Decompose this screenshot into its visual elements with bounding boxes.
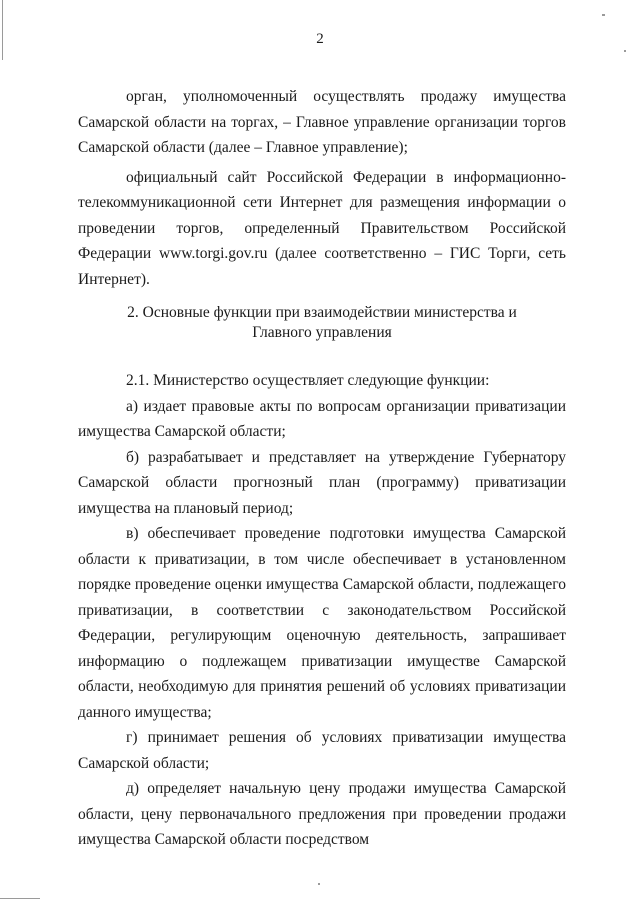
scan-artifact-speck-1 xyxy=(624,50,626,52)
paragraph-official-site-definition: официальный сайт Российской Федерации в информационно-телекоммуникационной сети Интернет для размещения информации о проведении торгов, определенный Правительством Российской Федерации www.torgi.gov.ru (далее соответственно – ГИС Торги, сеть Интернет). xyxy=(78,168,566,288)
page-number: 2 xyxy=(316,31,324,47)
paragraph-organ-definition: орган, уполномоченный осуществлять продажу имущества Самарской области на торгах, – Главное управление организации торгов Самарской области (далее – Главное управление); xyxy=(78,88,566,156)
section-heading xyxy=(78,303,566,343)
scan-artifact-bottom-left xyxy=(0,898,40,899)
section-heading-line-2: Главного управления xyxy=(252,324,392,341)
scan-artifact-speck-2 xyxy=(318,883,320,885)
scan-artifact-top-right xyxy=(602,14,605,16)
paragraph-item-d: д) определяет начальную цену продажи имущества Самарской области, цену первоначального предложения при проведении продажи имущества Самарской области посредством xyxy=(78,780,566,848)
section-heading-line-1: 2. Основные функции при взаимодействии министерства и xyxy=(127,304,517,321)
scan-artifact-left-edge xyxy=(2,0,3,60)
definitions-block xyxy=(78,84,566,292)
paragraph-item-b: б) разрабатывает и представляет на утверждение Губернатору Самарской области прогнозный план (программу) приватизации имущества на плановый период; xyxy=(78,448,566,517)
paragraph-2-1: 2.1. Министерство осуществляет следующие функции: xyxy=(126,372,490,389)
paragraph-item-a: а) издает правовые акты по вопросам организации приватизации имущества Самарской области; xyxy=(78,397,566,440)
paragraph-item-v: в) обеспечивает проведение подготовки имущества Самарской области к приватизации, в том числе обеспечивает в установленном порядке проведение оценки имущества Самарской области, подлежащего приватизации, в соответствии с законодательством Российской Федерации, регулирующим оценочную деятельность, запрашивает информацию о подлежащем приватизации имуществе Самарской области, необходимую для принятия решений об условиях приватизации данного имущества; xyxy=(78,525,566,721)
paragraph-item-g: г) принимает решения об условиях приватизации имущества Самарской области; xyxy=(78,729,566,772)
functions-block xyxy=(78,368,566,853)
